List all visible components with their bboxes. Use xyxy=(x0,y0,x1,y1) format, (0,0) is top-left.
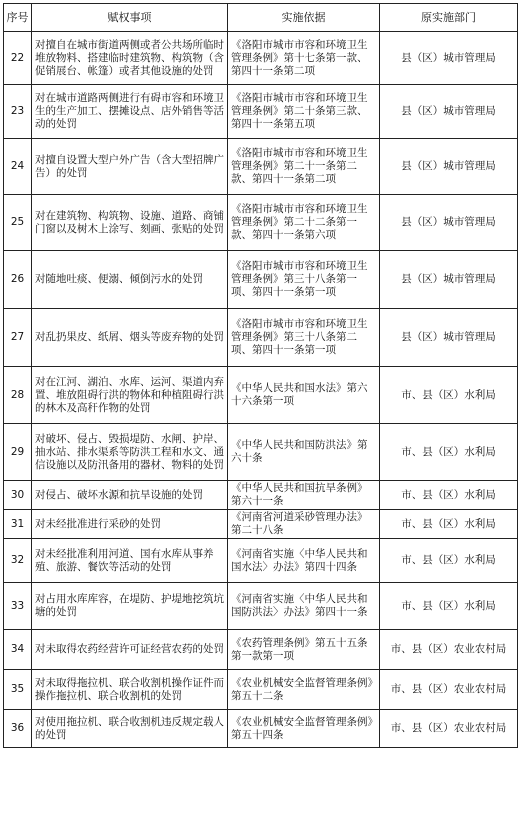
row-basis: 《中华人民共和国防洪法》第六十条 xyxy=(228,424,380,481)
row-basis: 《洛阳市城市市容和环境卫生管理条例》第二十一条第二款、第四十一条第二项 xyxy=(228,139,380,195)
table-row xyxy=(4,670,518,710)
table-row xyxy=(4,583,518,630)
row-basis: 《河南省实施〈中华人民共和国防洪法〉办法》第四十一条 xyxy=(228,583,380,630)
row-item: 对未取得农药经营许可证经营农药的处罚 xyxy=(32,630,228,670)
row-basis: 《洛阳市城市市容和环境卫生管理条例》第二十条第三款、第四十一条第五项 xyxy=(228,85,380,139)
row-dept: 市、县（区）水利局 xyxy=(380,583,518,630)
row-seq: 36 xyxy=(4,710,32,748)
row-seq: 29 xyxy=(4,424,32,481)
header-seq: 序号 xyxy=(4,4,32,32)
row-dept: 县（区）城市管理局 xyxy=(380,251,518,309)
row-basis: 《农业机械安全监督管理条例》第五十二条 xyxy=(228,670,380,710)
row-item: 对占用水库库容，在堤防、护堤地挖筑坑塘的处罚 xyxy=(32,583,228,630)
row-basis: 《洛阳市城市市容和环境卫生管理条例》第二十二条第一款、第四十一条第六项 xyxy=(228,195,380,251)
empowerment-table xyxy=(3,3,518,748)
row-seq: 25 xyxy=(4,195,32,251)
table-header-row xyxy=(4,4,518,32)
table-row xyxy=(4,481,518,510)
row-seq: 31 xyxy=(4,510,32,539)
header-basis: 实施依据 xyxy=(228,4,380,32)
row-basis: 《洛阳市城市市容和环境卫生管理条例》第三十八条第二项、第四十一条第一项 xyxy=(228,309,380,367)
row-dept: 市、县（区）水利局 xyxy=(380,367,518,424)
row-item: 对未经批准进行采砂的处罚 xyxy=(32,510,228,539)
row-dept: 县（区）城市管理局 xyxy=(380,195,518,251)
row-seq: 33 xyxy=(4,583,32,630)
row-dept: 市、县（区）水利局 xyxy=(380,539,518,583)
row-item: 对乱扔果皮、纸屑、烟头等废弃物的处罚 xyxy=(32,309,228,367)
row-basis: 《河南省实施〈中华人民共和国水法〉办法》第四十四条 xyxy=(228,539,380,583)
row-basis: 《农业机械安全监督管理条例》第五十四条 xyxy=(228,710,380,748)
row-seq: 26 xyxy=(4,251,32,309)
table-row xyxy=(4,510,518,539)
header-dept: 原实施部门 xyxy=(380,4,518,32)
row-item: 对未经批准利用河道、国有水库从事养殖、旅游、餐饮等活动的处罚 xyxy=(32,539,228,583)
row-seq: 32 xyxy=(4,539,32,583)
table-row xyxy=(4,251,518,309)
row-seq: 30 xyxy=(4,481,32,510)
row-basis: 《洛阳市城市市容和环境卫生管理条例》第三十八条第一项、第四十一条第一项 xyxy=(228,251,380,309)
table-row xyxy=(4,85,518,139)
row-dept: 市、县（区）农业农村局 xyxy=(380,710,518,748)
table-row xyxy=(4,309,518,367)
row-item: 对在江河、湖泊、水库、运河、渠道内弃置、堆放阻碍行洪的物体和种植阻碍行洪的林木及高秆作物的处罚 xyxy=(32,367,228,424)
row-basis: 《中华人民共和国水法》第六十六条第一项 xyxy=(228,367,380,424)
row-dept: 县（区）城市管理局 xyxy=(380,32,518,85)
row-item: 对擅自设置大型户外广告（含大型招牌广告）的处罚 xyxy=(32,139,228,195)
row-item: 对未取得拖拉机、联合收割机操作证件而操作拖拉机、联合收割机的处罚 xyxy=(32,670,228,710)
row-basis: 《农药管理条例》第五十五条第一款第一项 xyxy=(228,630,380,670)
row-basis: 《中华人民共和国抗旱条例》第六十一条 xyxy=(228,481,380,510)
row-dept: 县（区）城市管理局 xyxy=(380,85,518,139)
table-row xyxy=(4,630,518,670)
row-basis: 《洛阳市城市市容和环境卫生管理条例》第十七条第一款、第四十一条第二项 xyxy=(228,32,380,85)
row-seq: 35 xyxy=(4,670,32,710)
row-seq: 27 xyxy=(4,309,32,367)
row-dept: 县（区）城市管理局 xyxy=(380,309,518,367)
table-row xyxy=(4,710,518,748)
row-seq: 28 xyxy=(4,367,32,424)
table-row xyxy=(4,195,518,251)
row-item: 对擅自在城市街道两侧或者公共场所临时堆放物料、搭建临时建筑物、构筑物（含促销展台、帐篷）或者其他设施的处罚 xyxy=(32,32,228,85)
row-dept: 市、县（区）农业农村局 xyxy=(380,670,518,710)
row-dept: 市、县（区）水利局 xyxy=(380,481,518,510)
row-dept: 市、县（区）农业农村局 xyxy=(380,630,518,670)
row-item: 对随地吐痰、便溺、倾倒污水的处罚 xyxy=(32,251,228,309)
table-row xyxy=(4,32,518,85)
header-item: 赋权事项 xyxy=(32,4,228,32)
table-row xyxy=(4,139,518,195)
table-row xyxy=(4,539,518,583)
row-seq: 34 xyxy=(4,630,32,670)
row-item: 对在建筑物、构筑物、设施、道路、商铺门窗以及树木上涂写、刻画、张贴的处罚 xyxy=(32,195,228,251)
row-item: 对使用拖拉机、联合收割机违反规定载人的处罚 xyxy=(32,710,228,748)
row-dept: 市、县（区）水利局 xyxy=(380,424,518,481)
table-row xyxy=(4,424,518,481)
row-item: 对侵占、破坏水源和抗旱设施的处罚 xyxy=(32,481,228,510)
row-dept: 市、县（区）水利局 xyxy=(380,510,518,539)
row-item: 对在城市道路两侧进行有碍市容和环境卫生的生产加工、摆摊设点、店外销售等活动的处罚 xyxy=(32,85,228,139)
table-row xyxy=(4,367,518,424)
row-seq: 23 xyxy=(4,85,32,139)
row-basis: 《河南省河道采砂管理办法》第二十八条 xyxy=(228,510,380,539)
row-item: 对破坏、侵占、毁损堤防、水闸、护岸、抽水站、排水渠系等防洪工程和水文、通信设施以及防汛备用的器材、物料的处罚 xyxy=(32,424,228,481)
row-seq: 22 xyxy=(4,32,32,85)
row-seq: 24 xyxy=(4,139,32,195)
row-dept: 县（区）城市管理局 xyxy=(380,139,518,195)
